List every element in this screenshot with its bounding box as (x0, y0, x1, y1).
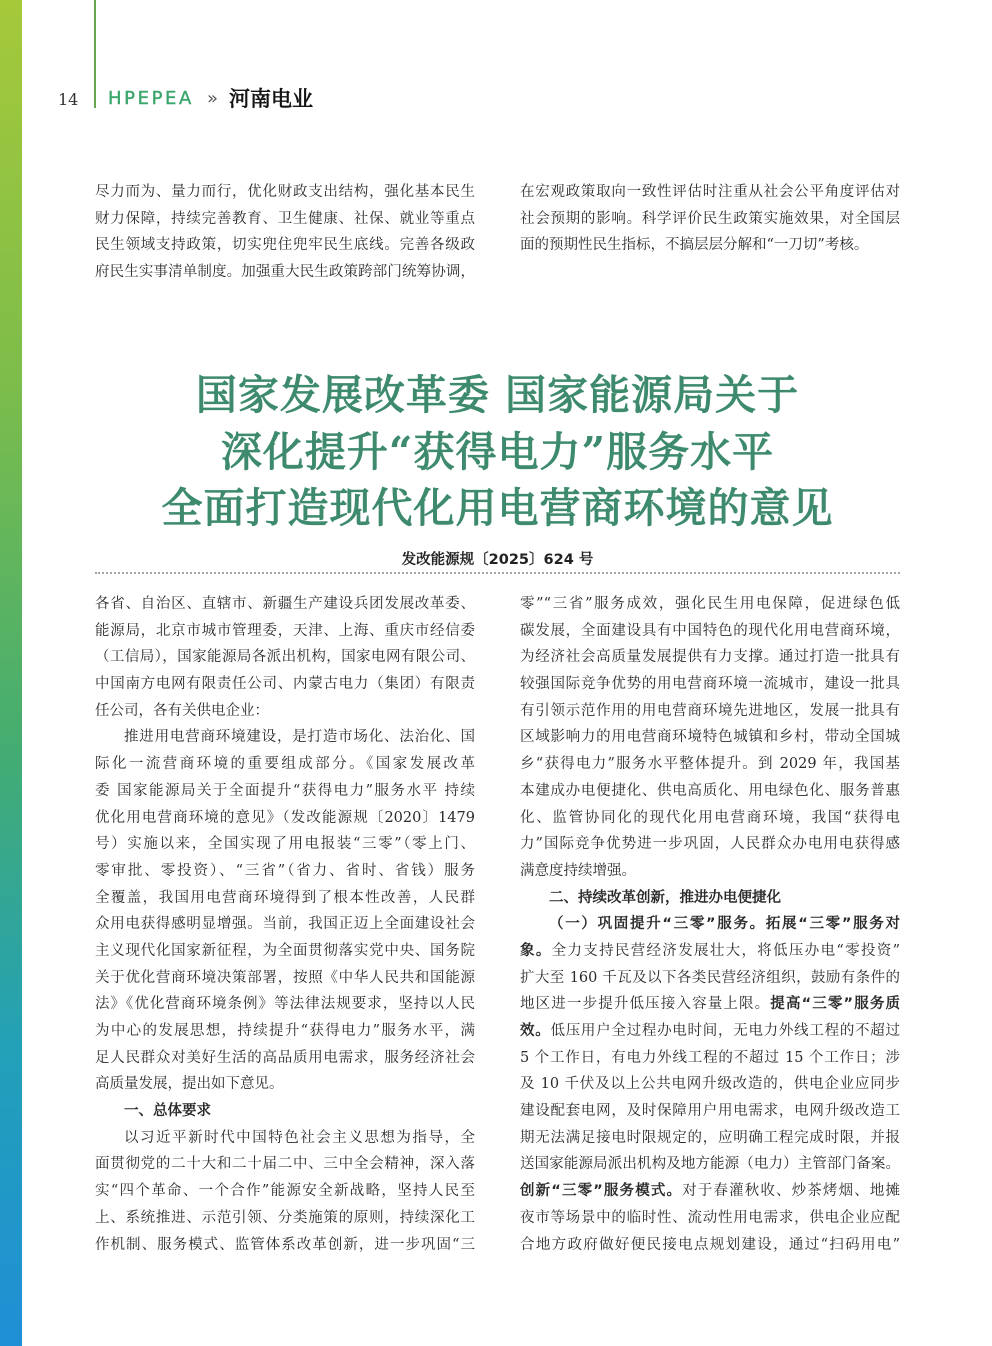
text-line (520, 858, 900, 885)
section-heading (95, 1098, 475, 1125)
text-line (520, 911, 900, 938)
text: 全力支持民营经济发展壮大，将低压办电“零投资” (551, 942, 900, 959)
text: 以习近平新时代中国特色社会主义思想为指导，全 (124, 1129, 475, 1146)
text: 众用电获得感明显增强。当前，我国正迈上全面建设社会 (95, 916, 475, 933)
text: 扩大至 160 千瓦及以下各类民营经济组织，鼓励有条件的 (520, 969, 900, 986)
text: 面贯彻党的二十大和二十届二中、三中全会精神，深入落 (95, 1156, 475, 1173)
text: 优化用电营商环境的意见》（发改能源规〔2020〕1479 (95, 809, 475, 826)
text: 及 10 千伏及以上公共电网升级改造的，供电企业应同步 (520, 1076, 900, 1093)
text: 建设配套电网，及时保障用户用电需求，电网升级改造工 (520, 1103, 900, 1120)
text: 期无法满足接电时限规定的，应明确工程完成时限，并报 (520, 1129, 900, 1146)
text-line (95, 885, 475, 912)
text: 低压用户全过程办电时间，无电力外线工程的不超过 (550, 1023, 901, 1039)
text: 推进用电营商环境建设，是打造市场化、法治化、国 (124, 729, 475, 746)
text: 合地方政府做好便民接电点规划建设，通过“扫码用电” (520, 1236, 900, 1253)
text-line (95, 1071, 475, 1098)
text-line (95, 938, 475, 965)
text: 上、系统推进、示范引领、分类施策的原则，持续深化工 (95, 1209, 475, 1226)
bold-text: 创新“三零”服务模式。 (520, 1183, 683, 1200)
text: 高质量发展，提出如下意见。 (95, 1076, 284, 1093)
text-line (520, 1178, 900, 1205)
text-line (95, 911, 475, 938)
text: 社会预期的影响。科学评价民生政策实施效果，对全国层 (520, 210, 900, 227)
text-line (520, 805, 900, 832)
text: 主义现代化国家新征程，为全面贯彻落实党中央、国务院 (95, 942, 475, 959)
text-line (95, 591, 475, 618)
text: 地区进一步提升低压接入容量上限。 (520, 996, 771, 1013)
text: 面的预期性民生指标，不搞层层分解和“一刀切”考核。 (520, 237, 869, 254)
text: 区域影响力的用电营商环境特色城镇和乡村，带动全国城 (520, 729, 900, 746)
text-line (520, 698, 900, 725)
text: 夜市等场景中的临时性、流动性用电需求，供电企业应配 (520, 1209, 900, 1226)
text: 为中心的发展思想，持续提升“获得电力”服务水平，满 (95, 1023, 475, 1039)
text-line (520, 724, 900, 751)
text-line (95, 698, 475, 725)
text: 财力保障，持续完善教育、卫生健康、社保、就业等重点 (95, 210, 475, 227)
paragraph (95, 179, 475, 286)
text: 送国家能源局派出机构及地方能源（电力）主管部门备案。 (520, 1156, 900, 1173)
text: 乡“获得电力”服务水平整体提升。到 2029 年，我国基 (520, 756, 900, 773)
article-title (95, 367, 900, 537)
text-line (95, 644, 475, 671)
bold-text: 象。 (520, 942, 552, 959)
text-line (520, 778, 900, 805)
text: 5 个工作日，有电力外线工程的不超过 15 个工作日；涉 (520, 1049, 900, 1066)
edge-color-bar (0, 0, 22, 1346)
text-line (520, 1205, 900, 1232)
text: 能源局，北京市城市管理委，天津、上海、重庆市经信委 (95, 622, 475, 639)
text-line (95, 1232, 475, 1259)
text-line (95, 1018, 475, 1045)
bold-text: （一）巩固提升“三零”服务。拓展“三零”服务对 (549, 916, 900, 933)
text-line (520, 751, 900, 778)
magazine-name: 河南电业 (229, 86, 313, 111)
text: （工信局），国家能源局各派出机构，国家电网有限公司、 (95, 649, 475, 666)
paragraph (520, 911, 900, 1258)
document-number: 发改能源规〔2025〕624 号 (401, 552, 594, 568)
text-line (95, 1045, 475, 1072)
text-line (520, 1232, 900, 1259)
text-line (95, 206, 475, 233)
text-line (520, 1098, 900, 1125)
text-line (520, 644, 900, 671)
top-right-column (520, 179, 900, 259)
text: 中国南方电网有限责任公司、内蒙古电力（集团）有限责 (95, 676, 475, 693)
text-line (520, 179, 900, 206)
text-line (520, 1151, 900, 1178)
text-line (95, 232, 475, 259)
text: 化、监管协同化的现代化用电营商环境，我国“获得电 (520, 809, 900, 826)
text: 本建成办电便捷化、供电高质化、用电绿色化、服务普惠 (520, 782, 900, 799)
body-left-column (95, 591, 475, 1258)
paragraph (95, 724, 475, 1098)
text-line (95, 751, 475, 778)
text: 力”国际竞争优势进一步巩固，人民群众办电用电获得感 (520, 836, 900, 853)
body-right-column (520, 591, 900, 1258)
text-line (95, 831, 475, 858)
text-line (520, 991, 900, 1018)
text: 零”“三省”服务成效，强化民生用电保障，促进绿色低 (520, 596, 900, 612)
text-line (520, 1045, 900, 1072)
text-line (520, 591, 900, 618)
text-line (520, 1018, 900, 1045)
section-heading (520, 885, 900, 912)
text: 零审批、零投资）、“三省”（省力、省时、省钱）服务 (95, 862, 475, 879)
dotted-divider (95, 572, 900, 574)
text: 为经济社会高质量发展提供有力支撑。通过打造一批具有 (520, 649, 900, 666)
text: 法》《优化营商环境条例》等法律法规要求，坚持以人民 (95, 996, 475, 1013)
text-line (520, 1071, 900, 1098)
text: 作机制、服务模式、监管体系改革创新，进一步巩固“三 (95, 1236, 475, 1253)
text-line (520, 618, 900, 645)
text: 号）实施以来，全国实现了用电报装“三零”（零上门、 (95, 836, 475, 853)
paragraph (95, 1125, 475, 1258)
text-line (520, 1125, 900, 1152)
text: 二、持续改革创新，推进办电便捷化 (549, 889, 781, 906)
paragraph (520, 591, 900, 885)
text-line (95, 671, 475, 698)
text: 一、总体要求 (124, 1103, 211, 1120)
text-line (95, 805, 475, 832)
text-line (520, 965, 900, 992)
text: 际化一流营商环境的重要组成部分。《国家发展改革 (95, 756, 475, 773)
text: 满意度持续增强。 (520, 862, 636, 879)
text-line (95, 858, 475, 885)
text: 尽力而为、量力而行，优化财政支出结构，强化基本民生 (95, 184, 475, 200)
text-line (520, 671, 900, 698)
salutation (95, 591, 475, 724)
text-line (95, 778, 475, 805)
text: 任公司，各有关供电企业： (95, 702, 269, 719)
text: 在宏观政策取向一致性评估时注重从社会公平角度评估对 (520, 184, 900, 200)
bold-text: 效。 (520, 1023, 551, 1039)
text-line (95, 724, 475, 751)
text-line (95, 1125, 475, 1152)
text: 有引领示范作用的用电营商环境先进地区，发展一批具有 (520, 702, 900, 719)
text: 关于优化营商环境决策部署，按照《中华人民共和国能源 (95, 969, 475, 986)
text: 府民生实事清单制度。加强重大民生政策跨部门统筹协调， (95, 264, 475, 281)
bold-text: 提高“三零”服务质 (770, 996, 901, 1013)
text-line (95, 259, 475, 286)
logo-separator: » (207, 88, 219, 109)
text-line (95, 179, 475, 206)
text: 实“四个革命、一个合作”能源安全新战略，坚持人民至 (95, 1183, 475, 1200)
title-line: 深化提升“获得电力”服务水平 (220, 427, 775, 476)
paragraph (520, 179, 900, 259)
text-line (95, 1205, 475, 1232)
text-line (95, 1178, 475, 1205)
text: 碳发展，全面建设具有中国特色的现代化用电营商环境， (520, 622, 900, 639)
header-vertical-rule (94, 0, 96, 108)
text-line (95, 965, 475, 992)
text-line (520, 831, 900, 858)
text: 足人民群众对美好生活的高品质用电需求，服务经济社会 (95, 1049, 475, 1066)
text-line (95, 618, 475, 645)
top-left-column (95, 179, 475, 286)
page-number: 14 (58, 90, 79, 109)
text: 委 国家能源局关于全面提升“获得电力”服务水平 持续 (95, 782, 475, 799)
text-line (95, 1151, 475, 1178)
text: 民生领域支持政策，切实兜住兜牢民生底线。完善各级政 (95, 237, 475, 254)
title-line: 全面打造现代化用电营商环境的意见 (161, 484, 834, 532)
title-line: 国家发展改革委 国家能源局关于 (195, 371, 800, 419)
text: 较强国际竞争优势的用电营商环境一流城市，建设一批具 (520, 676, 900, 693)
text: 对于春灌秋收、炒茶烤烟、地摊 (682, 1183, 901, 1200)
text: 各省、自治区、直辖市、新疆生产建设兵团发展改革委、 (95, 596, 475, 612)
text-line (520, 938, 900, 965)
text-line (520, 206, 900, 233)
text-line (520, 885, 900, 912)
text-line (95, 1098, 475, 1125)
magazine-logo: HPEPEA (108, 88, 194, 109)
text: 全覆盖，我国用电营商环境得到了根本性改善，人民群 (95, 889, 475, 906)
text-line (520, 232, 900, 259)
text-line (95, 991, 475, 1018)
